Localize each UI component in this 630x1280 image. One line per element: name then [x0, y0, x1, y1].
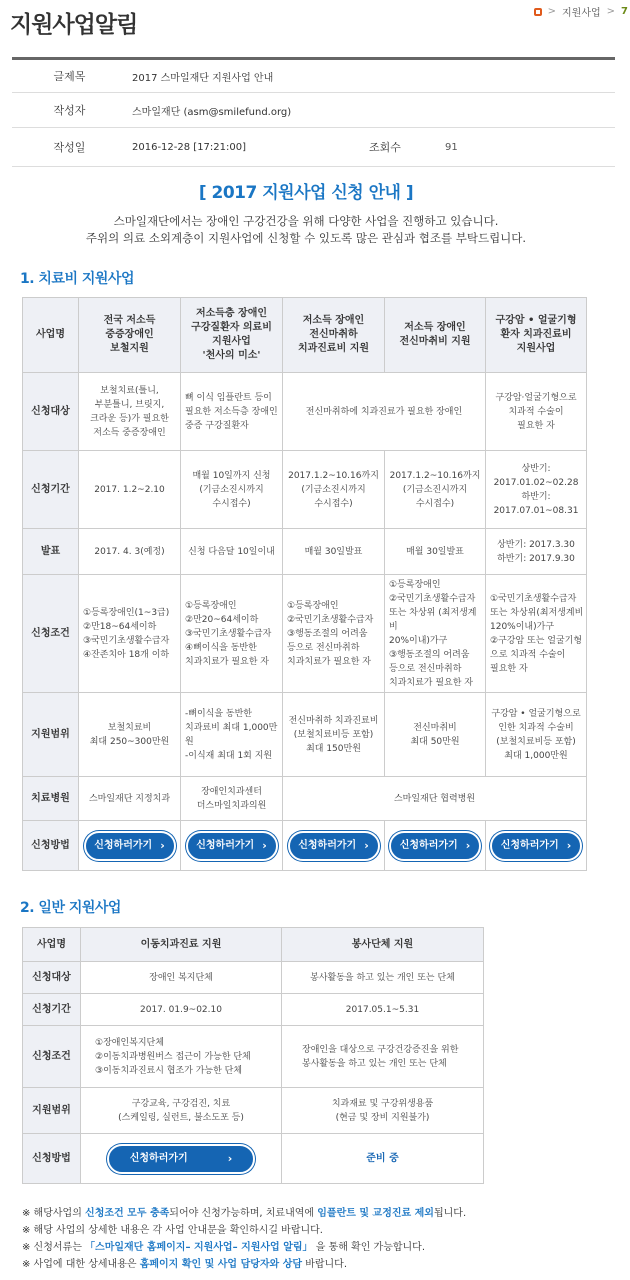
program-header: 저소득 장애인 전신마취비 지원	[385, 298, 486, 373]
table-cell: 2017.1.2~10.16까지 (기금소진시까지 수시접수)	[385, 451, 486, 529]
table-cell: 스마일재단 협력병원	[283, 777, 587, 821]
section-heading-treatment: 1. 치료비 지원사업	[20, 271, 134, 287]
row-header: 지원범위	[23, 693, 79, 777]
chevron-right-icon: ›	[160, 838, 165, 852]
intro-line: 주위의 의료 소외계층이 지원사업에 신청할 수 있도록 많은 관심과 협조를 부탁드립니다.	[85, 231, 527, 245]
general-support-table	[22, 927, 484, 1184]
breadcrumb-separator: >	[547, 6, 556, 17]
chevron-right-icon: ›	[364, 838, 369, 852]
section-heading-general: 2. 일반 지원사업	[20, 900, 121, 916]
date-value: 2016-12-28 [17:21:00]	[132, 141, 247, 153]
row-header: 발표	[23, 529, 79, 575]
notice-highlight: 홈페이지 확인 및 사업 담당자와 상담	[139, 1259, 303, 1270]
notice-item: ※ 해당 사업의 상세한 내용은 각 사업 안내문을 확인하시길 바랍니다.	[22, 1225, 323, 1236]
notice-text: 바랍니다.	[302, 1259, 348, 1270]
table-cell: 전신마취하에 치과진료가 필요한 장애인	[283, 373, 486, 451]
notice-item	[22, 1205, 617, 1222]
table-cell: 2017.05.1~5.31	[282, 994, 484, 1026]
apply-button-label: 신청하러가기	[129, 1152, 188, 1164]
row-header: 신청방법	[23, 821, 79, 871]
author-label: 작성자	[53, 104, 86, 117]
program-header: 구강암 • 얼굴기형 환자 치과진료비 지원사업	[486, 298, 587, 373]
breadcrumb-separator: >	[606, 6, 616, 17]
table-cell: 2017. 4. 3(예정)	[79, 529, 181, 575]
table-cell: 2017. 1.2~2.10	[79, 451, 181, 529]
row-header: 신청방법	[23, 1134, 81, 1184]
apply-button[interactable]	[389, 831, 481, 861]
notice-text: 되어야 신청가능하며, 치료내역에	[169, 1208, 318, 1219]
treatment-support-table	[22, 297, 587, 871]
views-label: 조회수	[369, 141, 401, 154]
table-cell: 전신마취하 치과진료비 (보철치료비등 포함) 최대 150만원	[283, 693, 385, 777]
program-header: 이동치과진료 지원	[81, 928, 282, 962]
apply-button-label: 신청하러가기	[298, 839, 357, 851]
breadcrumb	[534, 4, 628, 19]
apply-button[interactable]	[288, 831, 380, 861]
row-header: 신청기간	[23, 451, 79, 529]
document-title: [ 2017 지원사업 신청 안내 ]	[198, 183, 414, 203]
table-cell: 상반기: 2017.01.02~02.28 하반기: 2017.07.01~08.31	[486, 451, 587, 529]
row-header: 신청대상	[23, 373, 79, 451]
chevron-right-icon: ›	[227, 1151, 233, 1165]
home-icon[interactable]	[534, 8, 542, 16]
apply-button[interactable]	[186, 831, 278, 861]
table-cell: 장애인을 대상으로 구강건강증진을 위한 봉사활동을 하고 있는 개인 또는 단체	[282, 1026, 484, 1088]
apply-button[interactable]	[107, 1144, 255, 1174]
table-cell: 상반기: 2017.3.30 하반기: 2017.9.30	[486, 529, 587, 575]
notice-highlight: 신청조건 모두 충족	[85, 1208, 170, 1219]
row-header: 지원범위	[23, 1088, 81, 1134]
table-cell: ①장애인복지단체 ②이동치과병원버스 접근이 가능한 단체 ③이동치과진료시 협조가 가능한 단체	[81, 1026, 282, 1088]
table-cell: 매월 30일발표	[283, 529, 385, 575]
notice-text: 을 통해 확인 가능합니다.	[312, 1242, 426, 1253]
notice-item	[22, 1239, 617, 1256]
table-cell: ①등록장애인 ②국민기초생활수급자 또는 차상위 (최저생계비 20%이내)가구 ③행동조절의 어려움 등으로 전신마취하 치과치료가 필요한 자	[385, 575, 486, 693]
program-header: 전국 저소득 중증장애인 보철지원	[79, 298, 181, 373]
post-meta	[12, 57, 615, 167]
table-cell: 보철치료비 최대 250~300만원	[79, 693, 181, 777]
table-cell: ①등록장애인 ②만20~64세이하 ③국민기초생활수급자 ④뼈이식을 동반한 치과치료가 필요한 자	[181, 575, 283, 693]
breadcrumb-current[interactable]: 지원사업	[562, 8, 601, 19]
table-cell: 뼈 이식 임플란트 등이 필요한 저소득층 장애인 중증 구강질환자	[181, 373, 283, 451]
notice-item	[22, 1256, 617, 1273]
table-cell: 구강암·얼굴기형으로 치과적 수술이 필요한 자	[486, 373, 587, 451]
row-header: 사업명	[23, 928, 81, 962]
table-cell: 장애인 복지단체	[81, 962, 282, 994]
intro-line: 스마일재단에서는 장애인 구강건강을 위해 다양한 사업을 진행하고 있습니다.	[113, 214, 499, 228]
table-cell: 매월 10일까지 신청 (기금소진시까지 수시접수)	[181, 451, 283, 529]
table-cell: ①등록장애인(1~3급) ②만18~64세이하 ③국민기초생활수급자 ④잔존치아 18개 이하	[79, 575, 181, 693]
page-title: 지원사업알림	[10, 12, 138, 38]
table-cell: 스마일재단 지정치과	[79, 777, 181, 821]
table-cell: 구강암 • 얼굴기형으로 인한 치과적 수술비 (보철치료비등 포함) 최대 1,000만원	[486, 693, 587, 777]
notice-highlight: 「스마일재단 홈페이지– 지원사업– 지원사업 알림」	[85, 1242, 313, 1253]
table-cell: 장애인치과센터 더스마일치과의원	[181, 777, 283, 821]
status-ready-soon: 준비 중	[366, 1152, 399, 1164]
row-header: 신청대상	[23, 962, 81, 994]
notice-text: ※ 사업에 대한 상세내용은	[22, 1259, 140, 1270]
notice-highlight: 임플란트 및 교정진료 제외	[317, 1208, 434, 1219]
notice-list	[22, 1205, 617, 1273]
program-header: 저소득층 장애인 구강질환자 의료비 지원사업 '천사의 미소'	[181, 298, 283, 373]
table-cell: 매월 30일발표	[385, 529, 486, 575]
table-cell: 보철치료(틀니, 부분틀니, 브릿지, 크라운 등)가 필요한 저소득 중증장애인	[79, 373, 181, 451]
row-header: 신청조건	[23, 575, 79, 693]
chevron-right-icon: ›	[566, 838, 572, 852]
breadcrumb-next[interactable]: 7	[621, 6, 628, 17]
intro-text	[0, 213, 612, 247]
table-cell: 2017. 01.9~02.10	[81, 994, 282, 1026]
table-cell: 구강교육, 구강검진, 치료 (스케일링, 실런트, 불소도포 등)	[81, 1088, 282, 1134]
program-header: 봉사단체 지원	[282, 928, 484, 962]
views-value: 91	[445, 141, 458, 153]
table-cell: 2017.1.2~10.16까지 (기금소진시까지 수시접수)	[283, 451, 385, 529]
apply-button-label: 신청하러가기	[500, 839, 559, 851]
date-label: 작성일	[53, 141, 86, 154]
apply-button-label: 신청하러가기	[399, 839, 458, 851]
notice-text: 됩니다.	[433, 1208, 467, 1219]
row-header: 신청기간	[23, 994, 81, 1026]
program-header: 저소득 장애인 전신마취하 치과진료비 지원	[283, 298, 385, 373]
table-cell: 신청 다음달 10일이내	[181, 529, 283, 575]
chevron-right-icon: ›	[465, 838, 471, 852]
notice-text: ※ 해당사업의	[22, 1208, 86, 1219]
subject-label: 글제목	[53, 70, 86, 83]
table-cell: -뼈이식을 동반한 치과료비 최대 1,000만원 -이식재 최대 1회 지원	[181, 693, 283, 777]
author-value: 스마일재단 (asm@smilefund.org)	[132, 106, 292, 118]
subject-value: 2017 스마일재단 지원사업 안내	[132, 72, 274, 84]
notice-text: ※ 신청서류는	[22, 1242, 86, 1253]
row-header: 사업명	[23, 298, 79, 373]
table-cell: ①국민기초생활수급자 또는 차상위(최저생계비 120%이내)가구 ②구강암 또는 얼굴기형 으로 치과적 수술이 필요한 자	[486, 575, 587, 693]
apply-button-label: 신청하러가기	[196, 839, 255, 851]
apply-button-label: 신청하러가기	[94, 839, 153, 851]
table-cell: ①등록장애인 ②국민기초생활수급자 ③행동조절의 어려움 등으로 전신마취하 치과치료가 필요한 자	[283, 575, 385, 693]
table-cell: 치과재료 및 구강위생용품 (현금 및 장비 지원불가)	[282, 1088, 484, 1134]
apply-button[interactable]	[84, 831, 176, 861]
table-cell: 봉사활동을 하고 있는 개인 또는 단체	[282, 962, 484, 994]
table-cell: 전신마취비 최대 50만원	[385, 693, 486, 777]
row-header: 치료병원	[23, 777, 79, 821]
chevron-right-icon: ›	[262, 838, 267, 852]
apply-button[interactable]	[490, 831, 582, 861]
row-header: 신청조건	[23, 1026, 81, 1088]
